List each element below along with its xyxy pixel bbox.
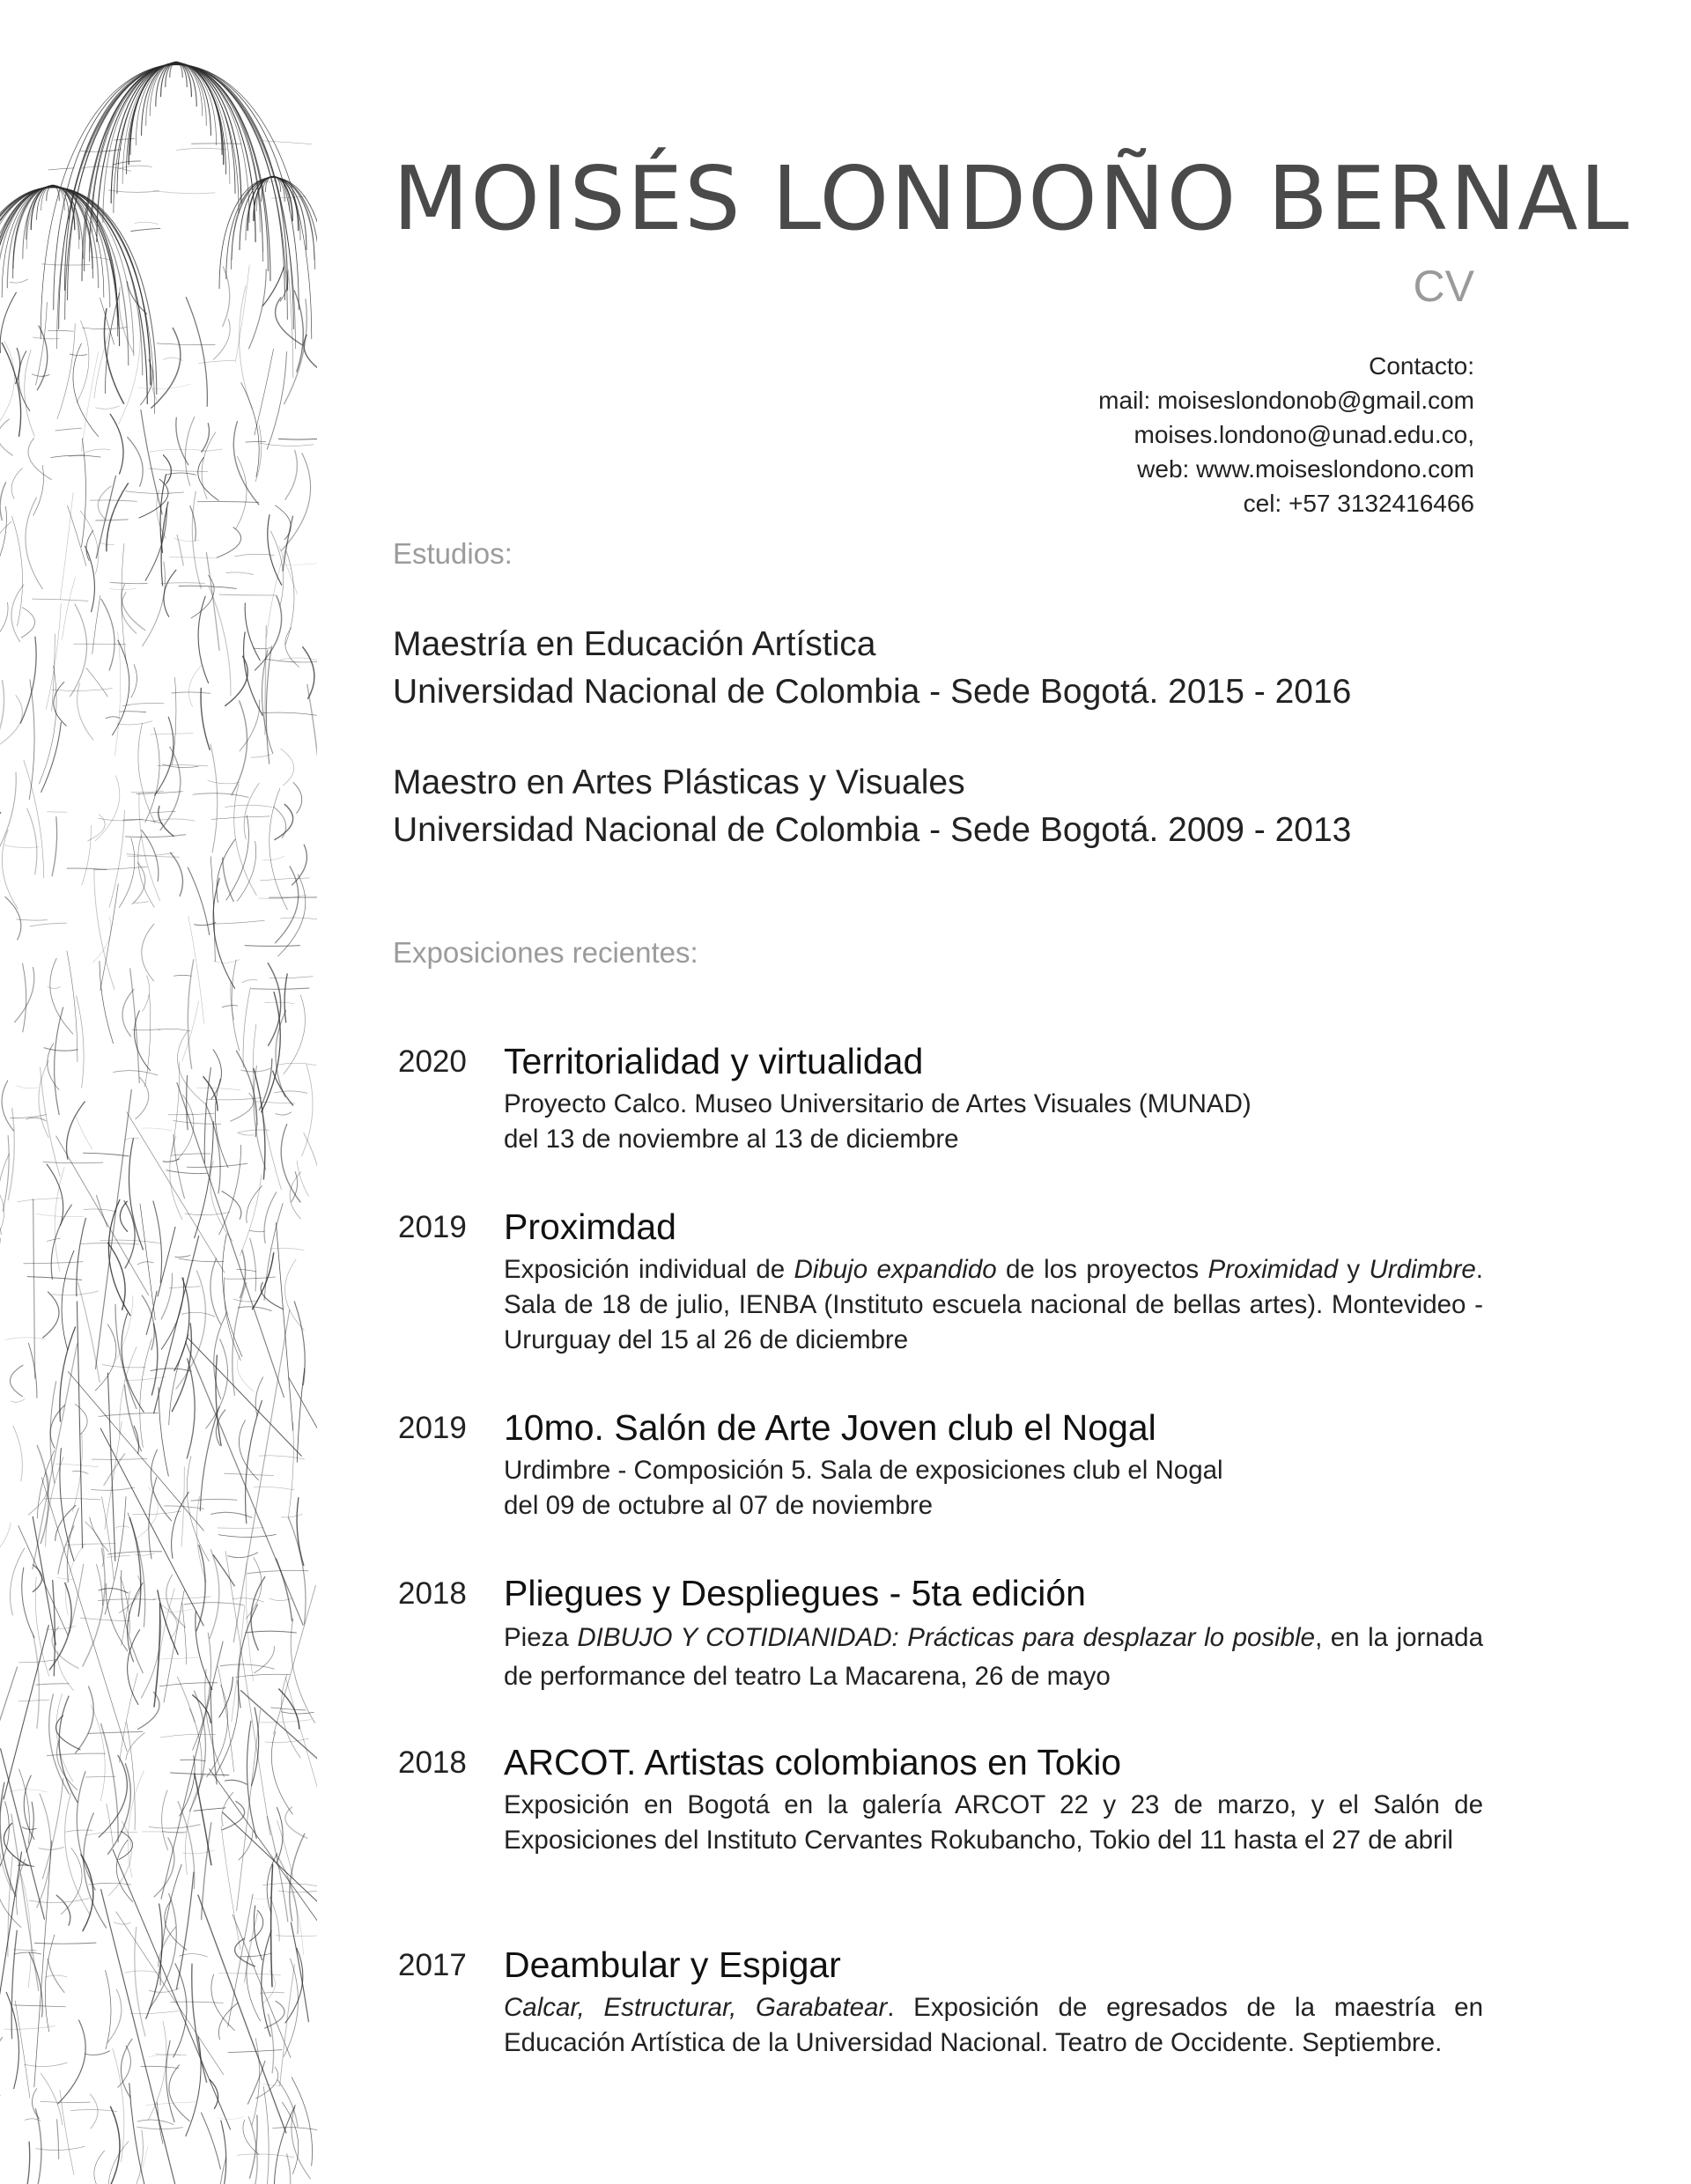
description-text: Exposición individual de — [504, 1255, 794, 1284]
italic-text: Urdimbre — [1369, 1255, 1476, 1284]
exhibition-description — [504, 1990, 1483, 2061]
exhibition-year: 2017 — [398, 1948, 467, 1982]
study-item — [393, 759, 1351, 854]
description-text: Pieza — [504, 1623, 578, 1652]
person-name: MOISÉS LONDOÑO BERNAL — [393, 147, 1631, 250]
study-item — [393, 621, 1351, 716]
exhibition-title: 10mo. Salón de Arte Joven club el Nogal — [504, 1407, 1156, 1448]
contact-block — [858, 349, 1474, 520]
description-text: . Sala de 18 de julio, IENBA (Instituto escuela nacional de bellas artes). Montevideo - Ururguay del 15 al 26 de diciembre — [504, 1255, 1483, 1354]
exhibition-description — [504, 1252, 1483, 1358]
italic-text: DIBUJO Y COTIDIANIDAD: Prácticas para desplazar lo posible — [577, 1623, 1316, 1652]
study-degree: Maestro en Artes Plásticas y Visuales — [393, 764, 965, 801]
description-text: de los proyectos — [996, 1255, 1208, 1284]
exhibition-title: Deambular y Espigar — [504, 1944, 841, 1985]
exhibition-description — [504, 1788, 1483, 1858]
studies-heading: Estudios: — [393, 537, 513, 570]
exhibition-year: 2018 — [398, 1745, 467, 1780]
exhibition-year: 2019 — [398, 1210, 467, 1244]
study-degree: Maestría en Educación Artística — [393, 625, 876, 663]
exhibitions-heading: Exposiciones recientes: — [393, 936, 698, 969]
exhibition-description — [504, 1619, 1483, 1696]
description-text: Exposición en Bogotá en la galería ARCOT 22 y 23 de marzo, y el Salón de Exposiciones del Instituto Cervantes Rokubancho, Tokio del 11 hasta el 27 de abril — [504, 1790, 1483, 1855]
exhibition-description — [504, 1453, 1483, 1524]
description-text: Proyecto Calco. Museo Universitario de Artes Visuales (MUNAD) del 13 de noviembre al 13 de diciembre — [504, 1089, 1252, 1154]
exhibition-title: Territorialidad y virtualidad — [504, 1041, 924, 1081]
study-institution: Universidad Nacional de Colombia - Sede Bogotá. 2009 - 2013 — [393, 811, 1352, 849]
exhibition-title: Pliegues y Despliegues - 5ta edición — [504, 1573, 1086, 1613]
description-text: Urdimbre - Composición 5. Sala de exposiciones club el Nogal del 09 de octubre al 07 de noviembre — [504, 1456, 1223, 1520]
exhibition-title: Proximdad — [504, 1206, 676, 1247]
contact-phone: cel: +57 3132416466 — [1243, 490, 1474, 517]
italic-text: Dibujo expandido — [794, 1255, 997, 1284]
fingerprint-artwork — [0, 0, 317, 2184]
description-text: y — [1338, 1255, 1370, 1284]
italic-text: Proximidad — [1207, 1255, 1339, 1284]
description-text: , en la jornada de performance del teatro La Macarena, 26 de mayo — [504, 1623, 1483, 1691]
exhibition-year: 2019 — [398, 1411, 467, 1445]
italic-text: Calcar, Estructurar, Garabatear — [504, 1993, 888, 2022]
cv-label: CV — [1413, 262, 1474, 311]
exhibition-year: 2018 — [398, 1576, 467, 1611]
contact-mail: mail: moiseslondonob@gmail.com — [1098, 387, 1474, 414]
contact-web: web: www.moiseslondono.com — [1137, 455, 1474, 483]
contact-mail-secondary: moises.londono@unad.edu.co, — [1133, 421, 1474, 448]
contact-heading: Contacto: — [1369, 352, 1474, 380]
study-institution: Universidad Nacional de Colombia - Sede Bogotá. 2015 - 2016 — [393, 673, 1352, 711]
description-text: . Exposición de egresados de la maestría en Educación Artística de la Universidad Nacional. Teatro de Occidente. Septiembre. — [504, 1993, 1483, 2057]
exhibition-title: ARCOT. Artistas colombianos en Tokio — [504, 1742, 1122, 1782]
exhibition-year: 2020 — [398, 1044, 467, 1079]
exhibition-description — [504, 1087, 1483, 1157]
